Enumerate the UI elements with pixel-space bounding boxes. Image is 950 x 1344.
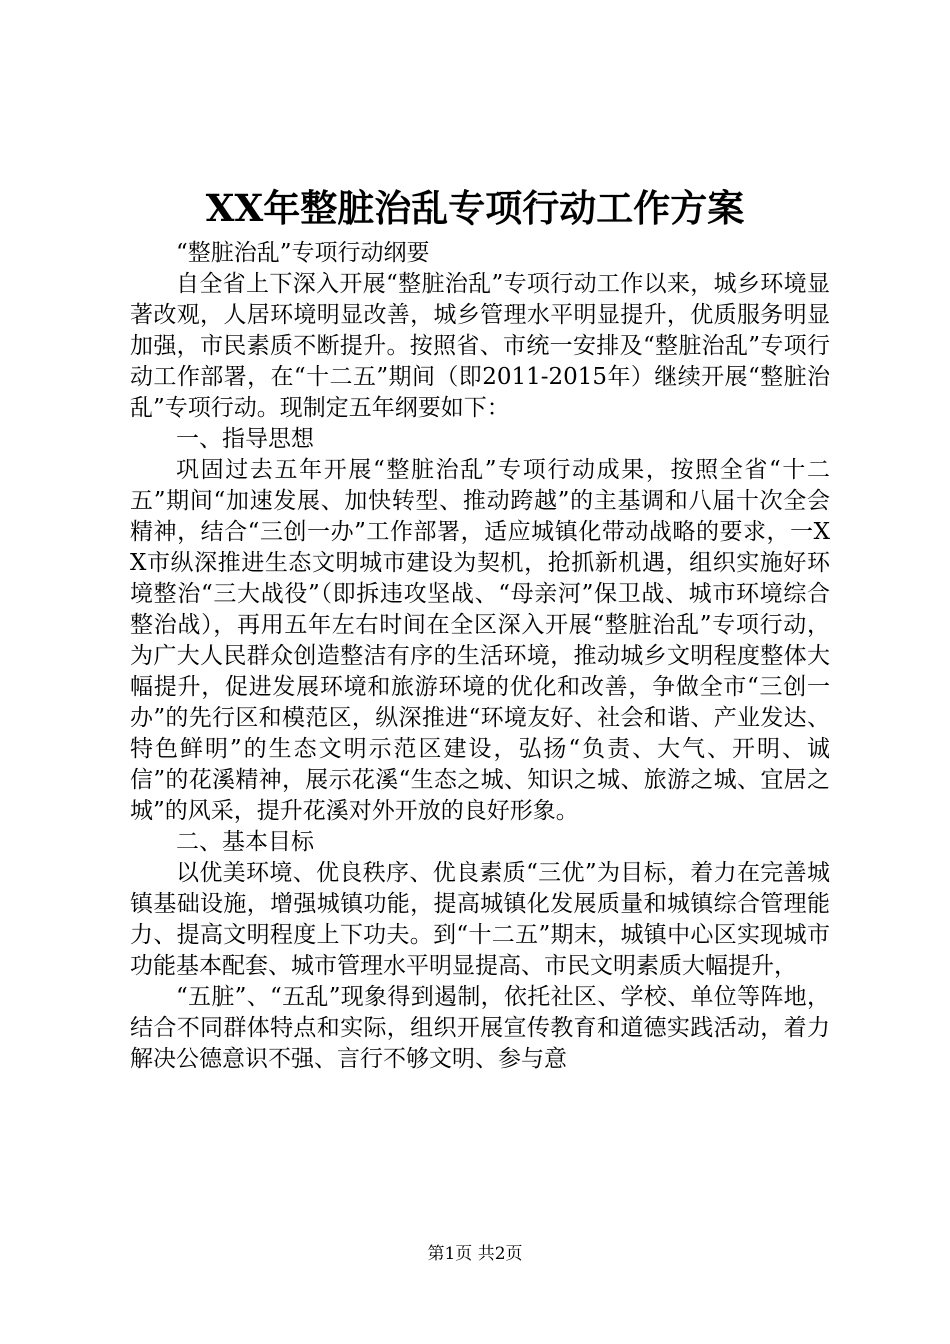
section-heading-basic-goals: 二、基本目标 xyxy=(176,829,314,855)
section-heading-outline: “整脏治乱”专项行动纲要 xyxy=(176,240,430,266)
paragraph-guiding-thought: 巩固过去五年开展“整脏治乱”专项行动成果，按照全省“十二五”期间“加速发展、加快转型、推动跨越”的主基调和八届十次全会精神，结合“三创一办”工作部署，适应城镇化带动战略的要求，一XX市纵深推进生态文明城市建设为契机，抢抓新机遇，组织实施好环境整治“三大战役”（即拆违攻坚战、“母亲河”保卫战、城市环境综合整治战），再用五年左右时间在全区深入开展“整脏治乱”专项行动，为广大人民群众创造整洁有序的生活环境，推动城乡文明程度整体大幅提升，促进发展环境和旅游环境的优化和改善，争做全市“三创一办”的先行区和模范区，纵深推进“环境友好、社会和谐、产业发达、特色鲜明”的生态文明示范区建设，弘扬“负责、大气、开明、诚信”的花溪精神，展示花溪“生态之城、知识之城、旅游之城、宜居之城”的风采，提升花溪对外开放的良好形象。 xyxy=(130,457,830,824)
paragraph-intro: 自全省上下深入开展“整脏治乱”专项行动工作以来，城乡环境显著改观，人居环境明显改善，城乡管理水平明显提升，优质服务明显加强，市民素质不断提升。按照省、市统一安排及“整脏治乱”专项行动工作部署，在“十二五”期间（即2011-2015年）继续开展“整脏治乱”专项行动。现制定五年纲要如下： xyxy=(130,271,830,421)
paragraph-basic-goals: 以优美环境、优良秩序、优良素质“三优”为目标，着力在完善城镇基础设施，增强城镇功能，提高城镇化发展质量和城镇综合管理能力、提高文明程度上下功夫。到“十二五”期末，城镇中心区实现城市功能基本配套、城市管理水平明显提高、市民文明素质大幅提升， xyxy=(130,860,830,979)
paragraph-five-issues: “五脏”、“五乱”现象得到遏制，依托社区、学校、单位等阵地，结合不同群体特点和实际，组织开展宣传教育和道德实践活动，着力解决公德意识不强、言行不够文明、参与意 xyxy=(130,984,830,1072)
document-title: XX年整脏治乱专项行动工作方案 xyxy=(205,186,745,230)
page-footer: 第1页 共2页 xyxy=(427,1244,523,1264)
section-heading-guiding-thought: 一、指导思想 xyxy=(176,426,314,452)
document-body xyxy=(130,238,830,1075)
